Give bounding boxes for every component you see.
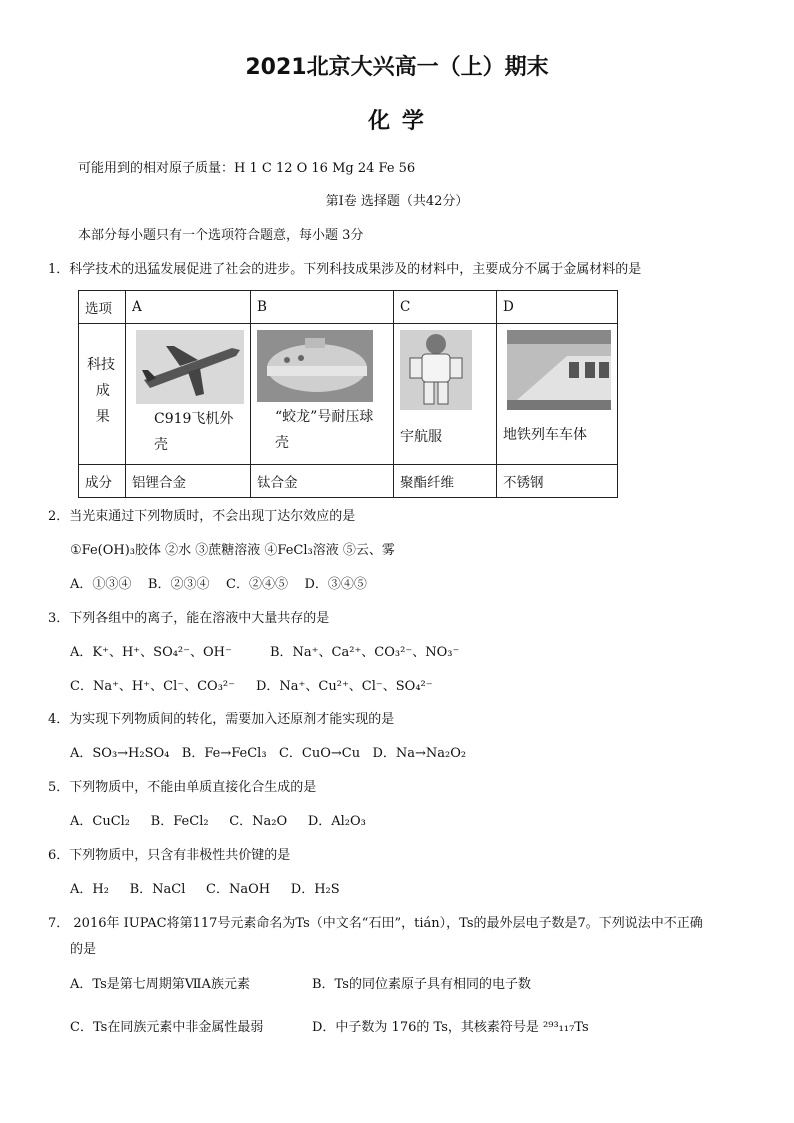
spacesuit-image — [400, 330, 472, 410]
question-7-option-c: C．Ts在同族元素中非金属性最弱 — [70, 1020, 264, 1035]
column-letter-b: B — [251, 291, 394, 324]
question-7-stem-line2: 的是 — [70, 942, 97, 957]
question-2-stem: 2．当光束通过下列物质时，不会出现丁达尔效应的是 — [48, 509, 356, 524]
table-header-option: 选项 — [79, 291, 126, 324]
column-letter-c: C — [394, 291, 497, 324]
question-2-items: ①Fe(OH)₃胶体 ②水 ③蔗糖溶液 ④FeCl₃溶液 ⑤云、雾 — [70, 543, 395, 558]
cell-achievement-a — [126, 324, 251, 465]
caption-d: 地铁列车车体 — [503, 427, 587, 443]
question-2-options: A．①③④ B．②③④ C．②④⑤ D．③④⑤ — [70, 577, 367, 592]
question-1-table — [78, 290, 618, 498]
question-5-options: A．CuCl₂ B．FeCl₂ C．Na₂O D．Al₂O₃ — [70, 814, 366, 829]
question-6-options: A．H₂ B．NaCl C．NaOH D．H₂S — [70, 882, 340, 897]
caption-a-line2: 壳 — [154, 437, 168, 453]
table-header-achievement: 科技 成 果 — [79, 324, 126, 465]
question-3-stem: 3．下列各组中的离子，能在溶液中大量共存的是 — [48, 611, 330, 626]
caption-b-line2: 壳 — [275, 435, 289, 451]
question-7-option-d: D．中子数为 176的 Ts，其核素符号是 ²⁹³₁₁₇Ts — [312, 1020, 589, 1035]
cell-achievement-c — [394, 324, 497, 465]
question-4-options: A．SO₃→H₂SO₄ B．Fe→FeCl₃ C．CuO→Cu D．Na→Na₂O₂ — [70, 746, 467, 761]
component-c: 聚酯纤维 — [394, 465, 497, 498]
question-4-stem: 4．为实现下列物质间的转化，需要加入还原剂才能实现的是 — [48, 712, 395, 727]
cell-achievement-b — [251, 324, 394, 465]
subway-train-image — [507, 330, 611, 410]
instructions: 本部分每小题只有一个选项符合题意，每小题 3分 — [78, 228, 364, 243]
atomic-masses-note: 可能用到的相对原子质量：H 1 C 12 O 16 Mg 24 Fe 56 — [78, 161, 416, 176]
question-3-option-b: B．Na⁺、Ca²⁺、CO₃²⁻、NO₃⁻ — [270, 645, 460, 660]
submersible-image — [257, 330, 373, 402]
caption-a-line1: C919飞机外 — [154, 411, 234, 427]
question-1-stem: 1．科学技术的迅猛发展促进了社会的进步。下列科技成果涉及的材料中，主要成分不属于金属材料的是 — [48, 262, 642, 277]
component-a: 铝锂合金 — [126, 465, 251, 498]
exam-title: 2021北京大兴高一（上）期末 — [245, 55, 549, 80]
question-7-stem-line1: 7． 2016年 IUPAC将第117号元素命名为Ts（中文名“石田”，tián），Ts的最外层电子数是7。下列说法中不正确 — [48, 916, 703, 931]
component-d: 不锈钢 — [497, 465, 618, 498]
cell-achievement-d — [497, 324, 618, 465]
question-3-option-d: D．Na⁺、Cu²⁺、Cl⁻、SO₄²⁻ — [256, 679, 433, 694]
question-3-option-a: A．K⁺、H⁺、SO₄²⁻、OH⁻ — [70, 645, 232, 660]
caption-c: 宇航服 — [400, 429, 442, 445]
question-5-stem: 5．下列物质中，不能由单质直接化合生成的是 — [48, 780, 317, 795]
caption-b-line1: “蛟龙”号耐压球 — [275, 409, 374, 425]
question-7-option-a: A．Ts是第七周期第ⅦA族元素 — [70, 977, 250, 992]
question-7-option-b: B．Ts的同位素原子具有相同的电子数 — [312, 977, 531, 992]
subject-title: 化 学 — [368, 109, 426, 134]
column-letter-d: D — [497, 291, 618, 324]
column-letter-a: A — [126, 291, 251, 324]
question-6-stem: 6．下列物质中，只含有非极性共价键的是 — [48, 848, 291, 863]
section-heading: 第Ⅰ卷 选择题（共42分） — [325, 194, 469, 209]
airplane-image — [136, 330, 244, 404]
question-3-option-c: C．Na⁺、H⁺、Cl⁻、CO₃²⁻ — [70, 679, 235, 694]
table-header-component: 成分 — [79, 465, 126, 498]
component-b: 钛合金 — [251, 465, 394, 498]
